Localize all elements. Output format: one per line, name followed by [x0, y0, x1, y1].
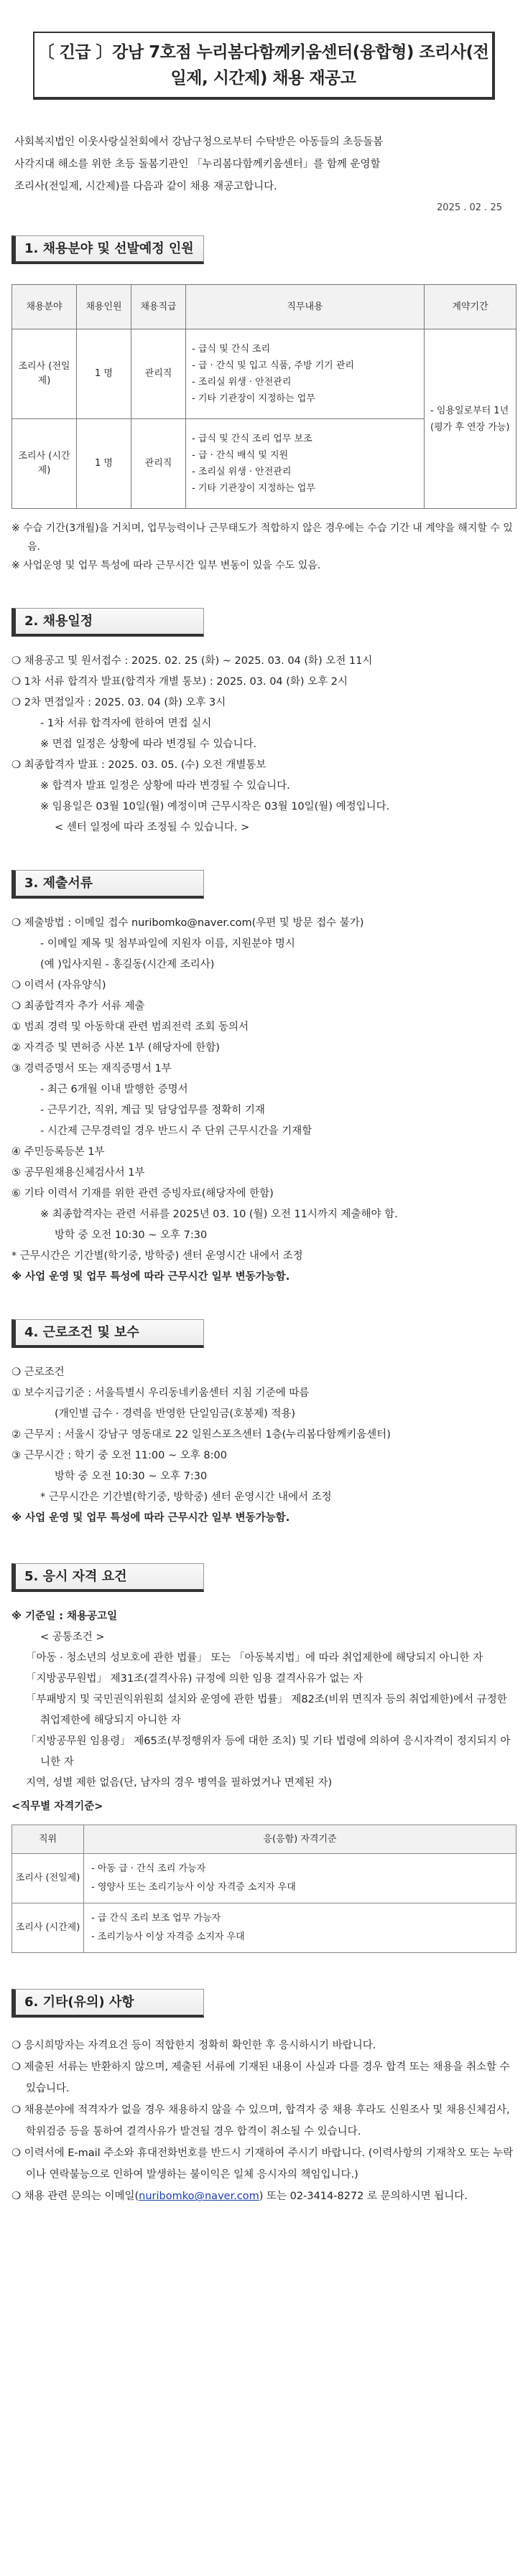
qual-item: 「아동 · 청소년의 성보호에 관한 법률」 또는 「아동복지법」에 따라 취업제한에 해당되지 아니한 자: [26, 1652, 483, 1664]
table-header: 채용분야: [12, 285, 77, 329]
recruitment-table: [11, 284, 517, 509]
schedule-line: ❍ 2차 면접일자 : 2025. 03. 04 (화) 오후 3시: [11, 697, 226, 709]
period-cell: - 임용일로부터 1년 (평가 후 연장 가능): [425, 329, 517, 509]
etc-line: ❍ 이력서에 E-mail 주소와 휴대전화번호를 반드시 기재하여 주시기 바랍니다. (이력사항의 기재착오 또는 누락이나 연락불능으로 인하여 발생하는 불이익은 일체 응시자의 책임입니다.): [11, 2148, 514, 2181]
condition-line: ③ 근무시간 : 학기 중 오전 11:00 ~ 오후 8:00: [11, 1450, 227, 1462]
doc-line: ⑥ 기타 이력서 기재를 위한 관련 증빙자료(해당자에 한함): [11, 1188, 274, 1200]
condition-line: (개인별 급수 · 경력을 반영한 단일임금(호봉제) 적용): [55, 1408, 296, 1420]
contact-suffix: ) 또는 02-3414-8272 로 문의하시면 됩니다.: [259, 2191, 468, 2203]
condition-line: 방학 중 오전 10:30 ~ 오후 7:30: [55, 1471, 208, 1483]
notes-1: [11, 519, 517, 575]
duty-item: - 기타 기관장이 지정하는 업무: [192, 483, 315, 495]
intro-text: [14, 131, 517, 198]
duty-item: - 급식 및 간식 조리: [192, 344, 271, 355]
qualification-block: [11, 1606, 517, 1817]
section-heading-1: 1. 채용분야 및 선발예정 인원: [11, 235, 204, 264]
condition-line: ② 근무지 : 서울시 강남구 영동대로 22 일원스포츠센터 1층(누리봄다함께키움센터): [11, 1429, 391, 1441]
doc-line: ※ 사업 운영 및 업무 특성에 따라 근무시간 일부 변동가능함.: [11, 1271, 290, 1283]
condition-line: ※ 사업 운영 및 업무 특성에 따라 근무시간 일부 변동가능함.: [11, 1512, 290, 1524]
section-heading-5: 5. 응시 자격 요건: [11, 1563, 204, 1592]
doc-line: - 근무기간, 직위, 계급 및 담당업무를 정확히 기재: [40, 1105, 265, 1117]
schedule-block: [11, 651, 517, 838]
schedule-line: ❍ 채용공고 및 원서접수 : 2025. 02. 25 (화) ~ 2025. 03. 04 (화) 오전 11시: [11, 655, 373, 668]
contact-email-link[interactable]: nuribomko@naver.com: [139, 2191, 259, 2203]
qual-item: 지역, 성별 제한 없음(단, 남자의 경우 병역을 필하였거나 면제된 자): [26, 1777, 333, 1789]
duty-item: - 급식 및 간식 조리 업무 보조: [192, 434, 312, 445]
intro-line: 사회복지법인 이웃사랑실천회에서 강남구청으로부터 수탁받은 아동들의 초등돌봄: [14, 136, 384, 149]
table-header: 채용인원: [77, 285, 131, 329]
field-cell: 조리사 (시간제): [12, 419, 77, 509]
duty-item: - 기타 기관장이 지정하는 업무: [192, 393, 315, 405]
duty-item: - 급 · 간식 배식 및 지원: [192, 450, 289, 462]
doc-line: ※ 최종합격자는 관련 서류를 2025년 03. 10 (월) 오전 11시까지 제출해야 함.: [40, 1209, 398, 1221]
notice-date: 2025 . 02 . 25: [437, 202, 502, 214]
doc-line: - 이메일 제목 및 첨부파일에 지원자 이름, 지원분야 명시: [40, 938, 295, 950]
doc-line: ④ 주민등록등본 1부: [11, 1146, 105, 1158]
rank-cell: 관리직: [131, 419, 186, 509]
section-heading-6: 6. 기타(유의) 사항: [11, 1989, 204, 2018]
doc-line: 방학 중 오전 10:30 ~ 오후 7:30: [55, 1230, 208, 1242]
table-row: [12, 1854, 517, 1903]
duty-item: - 조리실 위생 · 안전관리: [192, 377, 292, 388]
requirement-item: - 영양사 또는 조리기능사 이상 자격증 소지자 우대: [91, 1882, 296, 1893]
schedule-line: ※ 임용일은 03월 10일(월) 예정이며 근무시작은 03월 10일(월) 예정입니다.: [40, 801, 390, 813]
schedule-line: < 센터 일정에 따라 조정될 수 있습니다. >: [55, 822, 250, 834]
requirement-cell: [84, 1903, 517, 1953]
qual-item: 「부패방지 및 국민권익위원회 설치와 운영에 관한 법률」 제82조(비위 면직자 등의 취업제한)에서 규정한 취업제한에 해당되지 아니한 자: [26, 1694, 507, 1727]
condition-line: ❍ 근로조건: [11, 1367, 65, 1379]
doc-line: ❍ 최종합격자 추가 서류 제출: [11, 1001, 145, 1013]
requirement-item: - 아동 급 · 간식 조리 가능자: [91, 1863, 206, 1875]
requirement-item: - 급 간식 조리 보조 업무 가능자: [91, 1913, 221, 1924]
intro-line: 조리사(전일제, 시간제)를 다음과 같이 채용 재공고합니다.: [14, 181, 277, 193]
etc-line: ❍ 제출된 서류는 반환하지 않으며, 제출된 서류에 기재된 내용이 사실과 다를 경우 합격 또는 채용을 취소할 수 있습니다.: [11, 2061, 510, 2095]
qual-head: ※ 기준일 : 채용공고일: [11, 1611, 118, 1623]
contact-line: [11, 2186, 517, 2207]
schedule-line: ※ 합격자 발표 일정은 상황에 따라 변경될 수 있습니다.: [40, 780, 290, 792]
note-line: ※ 수습 기간(3개월)을 거치며, 업무능력이나 근무태도가 적합하지 않은 경우에는 수습 기간 내 계약을 해지할 수 있음.: [11, 523, 513, 553]
table-header: 직위: [12, 1825, 84, 1854]
table-row: [12, 1903, 517, 1953]
count-cell: 1 명: [77, 329, 131, 419]
doc-line: ⑤ 공무원채용신체검사서 1부: [11, 1167, 145, 1179]
doc-line: ① 범죄 경력 및 아동학대 관련 범죄전력 조회 동의서: [11, 1021, 249, 1034]
duty-cell: [186, 419, 425, 509]
table-header: 계약기간: [425, 285, 517, 329]
duty-item: - 조리실 위생 · 안전관리: [192, 467, 292, 478]
duty-item: - 급 · 간식 및 입고 식품, 주방 기기 관리: [192, 360, 354, 372]
intro-line: 사각지대 해소를 위한 초등 돌봄기관인 「누리봄다함께키움센터」를 함께 운영할: [14, 159, 381, 171]
schedule-line: ❍ 1차 서류 합격자 발표(합격자 개별 통보) : 2025. 03. 04 (화) 오후 2시: [11, 676, 348, 688]
contact-prefix: ❍ 채용 관련 문의는 이메일(: [11, 2191, 139, 2203]
doc-line: (예 )입사지원 - 홍길동(시간제 조리사): [40, 959, 215, 971]
doc-line: ❍ 이력서 (자유양식): [11, 980, 106, 992]
table-header: 응(응함) 자격기준: [84, 1825, 517, 1854]
table-header: 직무내용: [186, 285, 425, 329]
qual-table-title: <직무별 자격기준>: [11, 1801, 103, 1813]
duty-cell: [186, 329, 425, 419]
qualification-table: [11, 1825, 517, 1953]
note-line: ※ 사업운영 및 업무 특성에 따라 근무시간 일부 변동이 있을 수도 있음.: [11, 560, 321, 572]
doc-line: ❍ 제출방법 : 이메일 접수 nuribomko@naver.com(우편 및 방문 접수 불가): [11, 917, 364, 929]
rank-cell: 관리직: [131, 329, 186, 419]
documents-block: [11, 913, 517, 1288]
doc-line: ③ 경력증명서 또는 재직증명서 1부: [11, 1063, 172, 1075]
conditions-block: [11, 1362, 517, 1529]
condition-line: * 근무시간은 기간별(학기중, 방학중) 센터 운영시간 내에서 조정: [40, 1491, 332, 1504]
field-cell: 조리사 (전일제): [12, 329, 77, 419]
qual-sub: < 공통조건 >: [40, 1631, 105, 1644]
requirement-item: - 조리기능사 이상 자격증 소지자 우대: [91, 1931, 245, 1943]
doc-line: - 시간제 근무경력일 경우 반드시 주 단위 근무시간을 기재할: [40, 1125, 312, 1138]
position-cell: 조리사 (시간제): [12, 1903, 84, 1953]
qual-item: 「지방공무원 임용령」 제65조(부정행위자 등에 대한 조치) 및 기타 법령에 의하여 응시자격이 정지되지 아니한 자: [26, 1736, 511, 1769]
position-cell: 조리사 (전일제): [12, 1854, 84, 1903]
section-heading-3: 3. 제출서류: [11, 870, 204, 899]
doc-line: * 근무시간은 기간별(학기중, 방학중) 센터 운영시간 내에서 조정: [11, 1250, 303, 1263]
etc-block: [11, 2035, 517, 2207]
schedule-line: ❍ 최종합격자 발표 : 2025. 03. 05. (수) 오전 개별통보: [11, 759, 267, 772]
count-cell: 1 명: [77, 419, 131, 509]
etc-line: ❍ 응시희망자는 자격요건 등이 적합한지 정확히 확인한 후 응시하시기 바랍니다.: [11, 2040, 376, 2052]
qual-item: 「지방공무원법」 제31조(결격사유) 규정에 의한 임용 결격사유가 없는 자: [26, 1673, 363, 1685]
doc-line: ② 자격증 및 면허증 사본 1부 (해당자에 한함): [11, 1042, 220, 1054]
schedule-line: - 1차 서류 합격자에 한하여 면접 실시: [40, 718, 212, 730]
requirement-cell: [84, 1854, 517, 1903]
schedule-line: ※ 면접 일정은 상황에 따라 변경될 수 있습니다.: [40, 739, 257, 751]
table-row: [12, 329, 517, 419]
doc-line: - 최근 6개월 이내 발행한 증명서: [40, 1084, 188, 1096]
table-header: 채용직급: [131, 285, 186, 329]
etc-line: ❍ 채용분야에 적격자가 없을 경우 채용하지 않을 수 있으며, 합격자 중 채용 후라도 신원조사 및 채용신체검사, 학위검증 등을 통하여 결격사유가 발견될 경우 합격이 취소될 수 있습니다.: [11, 2104, 510, 2138]
section-heading-4: 4. 근로조건 및 보수: [11, 1319, 204, 1348]
section-heading-2: 2. 채용일정: [11, 608, 204, 637]
condition-line: ① 보수지급기준 : 서울특별시 우리동네키움센터 지침 기준에 따름: [11, 1387, 310, 1400]
page-title: 〔 긴급 〕강남 7호점 누리봄다함께키움센터(융합형) 조리사(전일제, 시간제) 채용 재공고: [33, 32, 495, 100]
